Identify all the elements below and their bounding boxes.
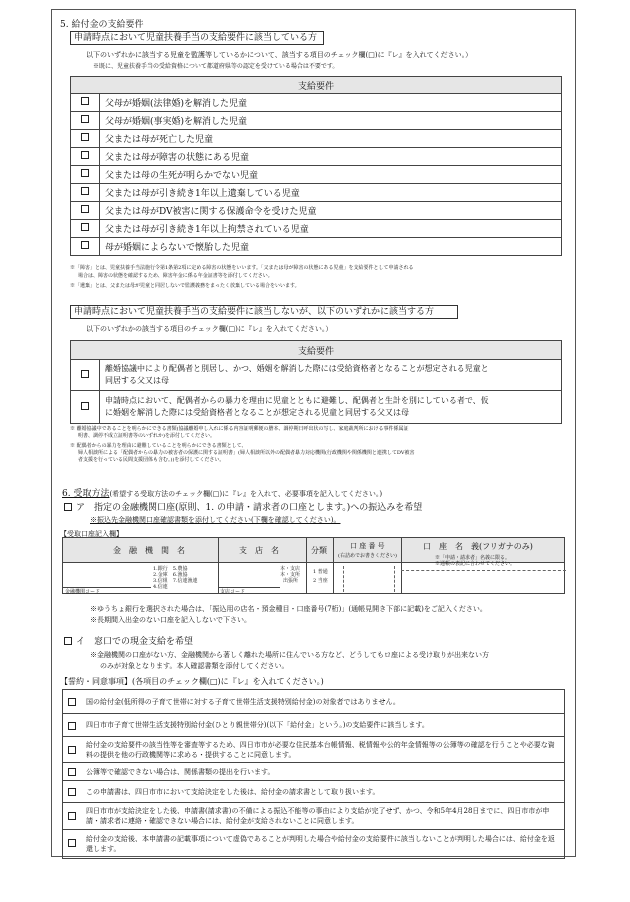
requirement-text: 申請時点において、配偶者からの暴力を理由に児童とともに避難し、配偶者と生計を別にしている者で、仮 <box>105 396 489 405</box>
agreement-text: 四日市市が支給決定をした後、申請書(請求書)の不備による振込不能等の事由により支給が完了せず、かつ、令和5年4月28日までに、四日市市が申請・請求者に連絡・確認できない場合には、給付金が支給されないことに同意します。 <box>86 807 550 825</box>
agreement-row <box>63 690 564 714</box>
requirement-text: 離婚協議中により配偶者と別居し、かつ、婚姻を解消した際には受給資格者となることが想定される児童と <box>105 364 489 373</box>
requirement-checkbox[interactable] <box>81 223 89 231</box>
bank-type-4: 4.信連 <box>153 584 168 590</box>
bank-footnote-1: ※ゆうちょ銀行を選択された場合は、「振込用の店名・預金種目・口座番号(7桁)」(通帳見開き下部に記載)をご記入ください。 <box>90 605 487 613</box>
agreement-checkbox[interactable] <box>68 746 76 754</box>
option-a-label: ア 指定の金融機関口座(原則、1. の申請・請求者の口座とします。)への振込みを希望 <box>76 503 423 513</box>
requirement-checkbox[interactable] <box>81 402 89 410</box>
requirement-text: 父または母が引き続き1年以上遺棄している児童 <box>100 184 562 202</box>
agreement-checkbox[interactable] <box>68 722 76 730</box>
agreement-row <box>63 737 564 763</box>
option-a-row <box>64 500 422 513</box>
branch-type-3: 出張所 <box>283 578 299 584</box>
requirement-text: 父母が婚姻(事実婚)を解消した児童 <box>100 112 562 130</box>
table-row <box>71 220 562 238</box>
agreement-text: 四日市市子育て世帯生活支援特別給付金(ひとり親世帯分)(以下「給付金」という。)の支給要件に該当します。 <box>86 721 429 729</box>
footnote-a2: 場合は、障害の状態を確認するため、障害年金に係る年金証書等を添付してください。 <box>78 273 273 279</box>
agreement-row <box>63 763 564 781</box>
account-type-1: 1 普通 <box>313 569 328 575</box>
bank-type-1: 1.銀行 5.農協 <box>153 566 188 572</box>
branch-code-label: 支店コード <box>220 589 246 595</box>
type-header: 分類 <box>311 546 327 555</box>
requirement-text: 父または母が死亡した児童 <box>100 130 562 148</box>
option-b-row <box>64 634 193 647</box>
account-number-header: 口 座 番 号 <box>350 542 385 550</box>
table-row <box>71 166 562 184</box>
bank-account-table <box>62 537 565 594</box>
requirement-text: 父または母が障害の状態にある児童 <box>100 148 562 166</box>
holder-note-2: ※通帳の表記に合わせてください。 <box>435 561 516 567</box>
section6-title: 6. 受取方法 <box>62 489 110 499</box>
table-row <box>71 112 562 130</box>
requirements-table-a <box>70 76 562 256</box>
table-row <box>71 148 562 166</box>
table-row <box>71 202 562 220</box>
footnote-a1: ※「障害」とは、児童扶養手当法施行令第1条第2項に定める障害の状態をいいます。「父または母が障害の状態にある児童」を支給要件として申請される <box>70 265 414 271</box>
requirement-checkbox[interactable] <box>81 205 89 213</box>
account-holder-header: 口 座 名 義(フリガナのみ) <box>423 542 533 551</box>
requirement-checkbox[interactable] <box>81 151 89 159</box>
footnote-a3: ※「遺棄」とは、父または母が児童と同居しないで監護義務をまったく放棄している場合をいいます。 <box>70 283 300 289</box>
requirement-checkbox[interactable] <box>81 241 89 249</box>
table-a-header: 支給要件 <box>71 77 562 94</box>
holder-note-1: ※「申請・請求者」名義に限る。 <box>435 555 511 561</box>
branch-type-1: 本・支店 <box>280 566 301 572</box>
requirement-checkbox[interactable] <box>81 370 89 378</box>
section6-title-note: (希望する受取方法のチェック欄(□)に『レ』を入れて、必要事項を記入してください。) <box>109 490 383 498</box>
footnote-b0: ※ 離婚協議中であることを明らかにできる書類(協議離婚申し入れに係る内容証明郵便の謄本、調停期日呼出状の写し、家庭裁判所における事件係属証 <box>70 426 409 432</box>
table-row <box>71 391 562 424</box>
footnote-b3: 婦人相談所による「配偶者からの暴力の被害者の保護に関する証明書」(婦人相談所以外の配偶者暴力対応機関(行政機関や関係機関と連携してDV被害 <box>78 450 415 456</box>
account-number-field[interactable] <box>343 566 395 592</box>
agreement-checkbox[interactable] <box>68 768 76 776</box>
agreement-checkbox[interactable] <box>68 839 76 847</box>
account-type-2: 2 当座 <box>313 578 328 584</box>
option-a-checkbox[interactable] <box>64 503 72 511</box>
section5-note-a1: 以下のいずれかに該当する児童を監護等しているかについて、該当する項目のチェック欄(□)に『レ』を入れてください。） <box>86 51 473 59</box>
bank-name-header: 金 融 機 関 名 <box>113 546 185 555</box>
requirement-text: 母が婚姻によらないで懐胎した児童 <box>100 238 562 256</box>
requirement-checkbox[interactable] <box>81 97 89 105</box>
section5-title: 5. 給付金の支給要件 <box>60 20 144 30</box>
agreement-row <box>63 714 564 737</box>
table-row <box>71 130 562 148</box>
agreement-text: 公簿等で確認できない場合は、関係書類の提出を行います。 <box>86 768 275 776</box>
bank-type-2: 2.金庫 6.漁協 <box>153 572 188 578</box>
agreement-checkbox[interactable] <box>68 812 76 820</box>
requirement-checkbox[interactable] <box>81 115 89 123</box>
bank-footnote-2: ※長期間入出金のない口座を記入しないで下さい。 <box>90 616 251 624</box>
branch-type-2: 本・支所 <box>280 572 301 578</box>
table-row <box>71 94 562 112</box>
requirement-checkbox[interactable] <box>81 169 89 177</box>
agreement-table <box>62 689 565 859</box>
agreement-text: 給付金の支給要件の該当性等を審査等するため、四日市市が必要な住民基本台帳情報、税情報や公的年金情報等の公簿等の確認を行うことや必要な資料の提供を他の行政機関等に求める・提供することに同意します。 <box>86 741 555 759</box>
agreement-text: 給付金の支給後、本申請書の記載事項について虚偽であることが判明した場合や給付金の支給要件に該当しないことが判明した場合には、給付金を返還します。 <box>86 835 555 853</box>
agreement-checkbox[interactable] <box>68 788 76 796</box>
agreement-row <box>63 830 564 858</box>
option-b-note-1: ※金融機関の口座がない方、金融機関から著しく離れた場所に住んでいる方など、どうしてもロ座による受け取りが出来ない方 <box>90 651 489 659</box>
requirement-checkbox[interactable] <box>81 133 89 141</box>
section5-box-a: 申請時点において児童扶養手当の支給要件に該当している方 <box>70 31 324 45</box>
agreement-title: 【誓約・同意事項】(各項目のチェック欄(□)に『レ』を入れてください。) <box>60 677 324 686</box>
option-b-checkbox[interactable] <box>64 637 72 645</box>
table-row <box>71 184 562 202</box>
requirement-text: 父または母の生死が明らかでない児童 <box>100 166 562 184</box>
option-b-label: イ 窓口での現金支給を希望 <box>76 637 194 647</box>
account-number-subheader: (右詰めでお書きください) <box>338 553 397 559</box>
branch-name-header: 支 店 名 <box>239 546 279 555</box>
table-row <box>71 360 562 391</box>
requirement-text: 父または母がDV被害に関する保護命令を受けた児童 <box>100 202 562 220</box>
footnote-b1: 明書、調停不成立証明書等のいずれか)を添付してください。 <box>78 433 215 439</box>
requirements-table-b <box>70 340 562 424</box>
requirement-checkbox[interactable] <box>81 187 89 195</box>
agreement-text: この申請書は、四日市市において支給決定をした後は、給付金の請求書として取り扱います。 <box>86 788 380 796</box>
option-a-note: ※振込先金融機関口座確認書類を添付してください(下欄を確認してください)。 <box>90 516 341 524</box>
bank-caption: 【受取口座記入欄】 <box>60 530 123 538</box>
agreement-text: 国の給付金(低所得の子育て世帯に対する子育て世帯生活支援特別給付金)の対象者ではありません。 <box>86 698 400 706</box>
agreement-row <box>63 803 564 830</box>
requirement-text: 父母が婚姻(法律婚)を解消した児童 <box>100 94 562 112</box>
section5-box-b: 申請時点において児童扶養手当の支給要件に該当しないが、以下のいずれかに該当する方 <box>70 305 458 319</box>
requirement-text: 父または母が引き続き1年以上拘禁されている児童 <box>100 220 562 238</box>
footnote-b4: 者支援を行っている民間支援団体も含む。))を添付してください。 <box>78 457 225 463</box>
bank-type-3: 3.信組 7.信連漁連 <box>153 578 198 584</box>
section5-note-a2: ※既に、児童扶養手当の受給資格について都道府県等の認定を受けている場合は不要です。 <box>93 63 339 70</box>
agreement-row <box>63 781 564 803</box>
footnote-b2: ※ 配偶者からの暴力を理由に避難していることを明らかにできる書類として、 <box>70 443 247 449</box>
section6-title-row <box>62 486 382 499</box>
requirement-text: 同居する父又は母 <box>105 376 169 385</box>
account-holder-field[interactable] <box>401 570 566 571</box>
bank-code-label: 金融機関コード <box>65 589 101 595</box>
section5-note-b1: 以下のいずれかの該当する項目のチェック欄(□)に『レ』を入れてください。） <box>86 325 333 333</box>
option-b-note-2: のみが対象となります。本人確認書類を添付してください。 <box>100 662 289 670</box>
table-b-header: 支給要件 <box>71 341 562 360</box>
agreement-checkbox[interactable] <box>68 698 76 706</box>
table-row <box>71 238 562 256</box>
requirement-text: に婚姻を解消した際には受給資格者となることが想定される児童と同居する父又は母 <box>105 408 409 417</box>
